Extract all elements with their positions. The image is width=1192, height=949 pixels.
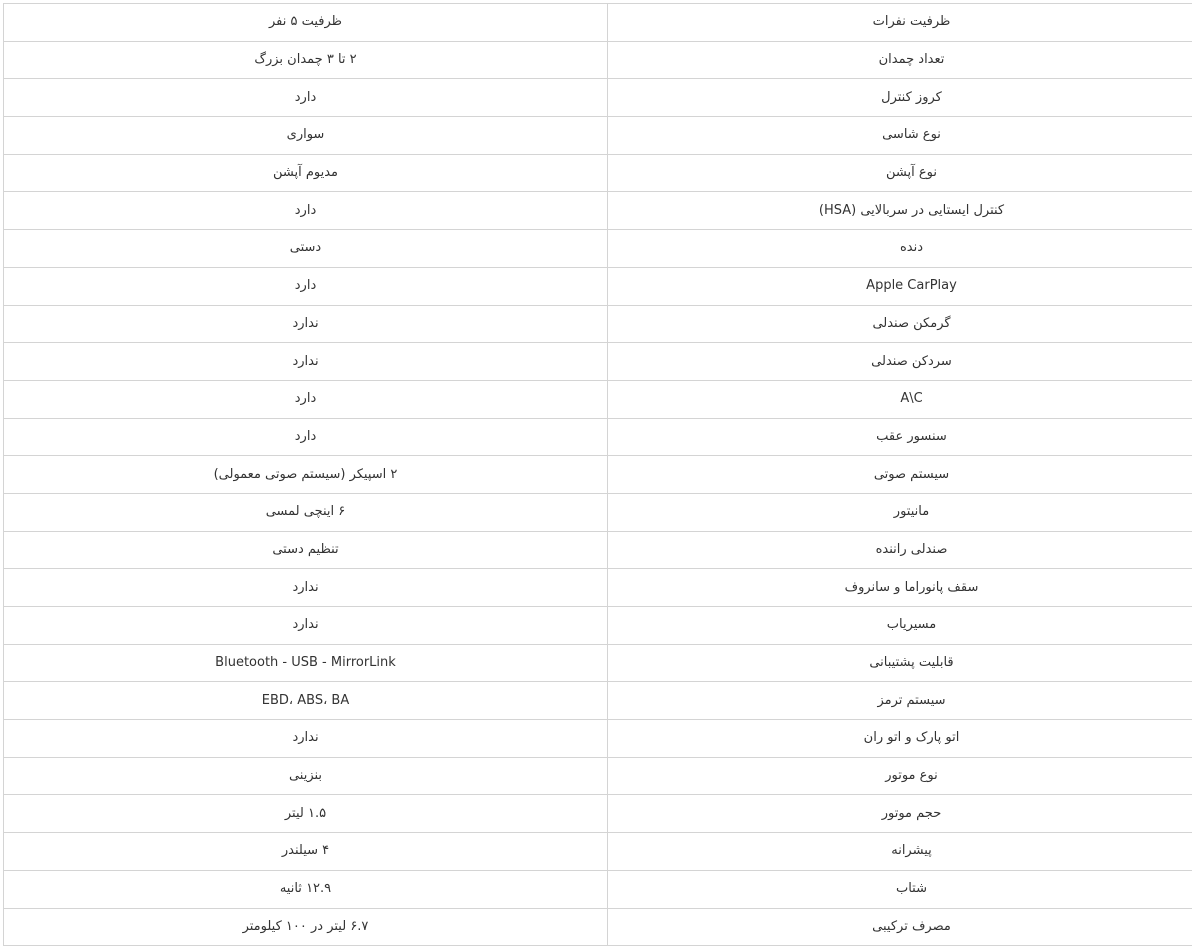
spec-value: EBD، ABS، BA bbox=[4, 682, 608, 720]
table-row bbox=[4, 682, 1192, 720]
table-row bbox=[4, 870, 1192, 908]
table-row bbox=[4, 607, 1192, 645]
spec-value: دارد bbox=[4, 418, 608, 456]
spec-label: نوع موتور bbox=[608, 757, 1192, 795]
spec-value: ظرفیت ۵ نفر bbox=[4, 4, 608, 42]
table-row bbox=[4, 833, 1192, 871]
spec-label: دنده bbox=[608, 230, 1192, 268]
spec-value: دارد bbox=[4, 79, 608, 117]
spec-label: مصرف ترکیبی bbox=[608, 908, 1192, 946]
spec-value: ۶.۷ لیتر در ۱۰۰ کیلومتر bbox=[4, 908, 608, 946]
spec-label: سردکن صندلی bbox=[608, 343, 1192, 381]
table-row bbox=[4, 79, 1192, 117]
table-row bbox=[4, 644, 1192, 682]
spec-label: نوع شاسی bbox=[608, 117, 1192, 155]
table-row bbox=[4, 493, 1192, 531]
table-row bbox=[4, 154, 1192, 192]
spec-label: حجم موتور bbox=[608, 795, 1192, 833]
table-row bbox=[4, 908, 1192, 946]
spec-value: دارد bbox=[4, 267, 608, 305]
spec-label: کروز کنترل bbox=[608, 79, 1192, 117]
spec-table bbox=[3, 3, 1192, 946]
table-row bbox=[4, 569, 1192, 607]
spec-label: مانیتور bbox=[608, 493, 1192, 531]
table-row bbox=[4, 456, 1192, 494]
spec-label: شتاب bbox=[608, 870, 1192, 908]
spec-value: ۱۲.۹ ثانیه bbox=[4, 870, 608, 908]
spec-value: تنظیم دستی bbox=[4, 531, 608, 569]
spec-label: مسیریاب bbox=[608, 607, 1192, 645]
spec-value: دارد bbox=[4, 192, 608, 230]
table-row bbox=[4, 305, 1192, 343]
spec-value: ۴ سیلندر bbox=[4, 833, 608, 871]
spec-label: Apple CarPlay bbox=[608, 267, 1192, 305]
spec-label: قابلیت پشتیبانی bbox=[608, 644, 1192, 682]
table-row bbox=[4, 192, 1192, 230]
spec-value: ندارد bbox=[4, 343, 608, 381]
table-row bbox=[4, 117, 1192, 155]
table-row bbox=[4, 343, 1192, 381]
spec-label: سیستم صوتی bbox=[608, 456, 1192, 494]
table-row bbox=[4, 41, 1192, 79]
table-row bbox=[4, 531, 1192, 569]
spec-label: کنترل ایستایی در سربالایی (HSA) bbox=[608, 192, 1192, 230]
spec-label: نوع آپشن bbox=[608, 154, 1192, 192]
spec-label: سیستم ترمز bbox=[608, 682, 1192, 720]
spec-value: Bluetooth - USB - MirrorLink bbox=[4, 644, 608, 682]
spec-value: ندارد bbox=[4, 720, 608, 758]
spec-value: ندارد bbox=[4, 607, 608, 645]
spec-table-body bbox=[4, 4, 1192, 946]
spec-value: سواری bbox=[4, 117, 608, 155]
table-row bbox=[4, 267, 1192, 305]
spec-value: دستی bbox=[4, 230, 608, 268]
spec-label: پیشرانه bbox=[608, 833, 1192, 871]
spec-label: گرمکن صندلی bbox=[608, 305, 1192, 343]
table-row bbox=[4, 4, 1192, 42]
spec-value: ۶ اینچی لمسی bbox=[4, 493, 608, 531]
table-row bbox=[4, 418, 1192, 456]
spec-value: ۲ اسپیکر (سیستم صوتی معمولی) bbox=[4, 456, 608, 494]
spec-label: اتو پارک و اتو ران bbox=[608, 720, 1192, 758]
spec-label: سنسور عقب bbox=[608, 418, 1192, 456]
spec-label: سقف پانوراما و سانروف bbox=[608, 569, 1192, 607]
spec-value: ۲ تا ۳ چمدان بزرگ bbox=[4, 41, 608, 79]
spec-value: دارد bbox=[4, 380, 608, 418]
spec-value: ۱.۵ لیتر bbox=[4, 795, 608, 833]
spec-label: ظرفیت نفرات bbox=[608, 4, 1192, 42]
table-row bbox=[4, 757, 1192, 795]
spec-label: تعداد چمدان bbox=[608, 41, 1192, 79]
spec-value: بنزینی bbox=[4, 757, 608, 795]
spec-label: صندلی راننده bbox=[608, 531, 1192, 569]
table-row bbox=[4, 230, 1192, 268]
table-row bbox=[4, 720, 1192, 758]
spec-value: مدیوم آپشن bbox=[4, 154, 608, 192]
spec-label: A\C bbox=[608, 380, 1192, 418]
spec-value: ندارد bbox=[4, 569, 608, 607]
table-row bbox=[4, 795, 1192, 833]
table-row bbox=[4, 380, 1192, 418]
spec-value: ندارد bbox=[4, 305, 608, 343]
